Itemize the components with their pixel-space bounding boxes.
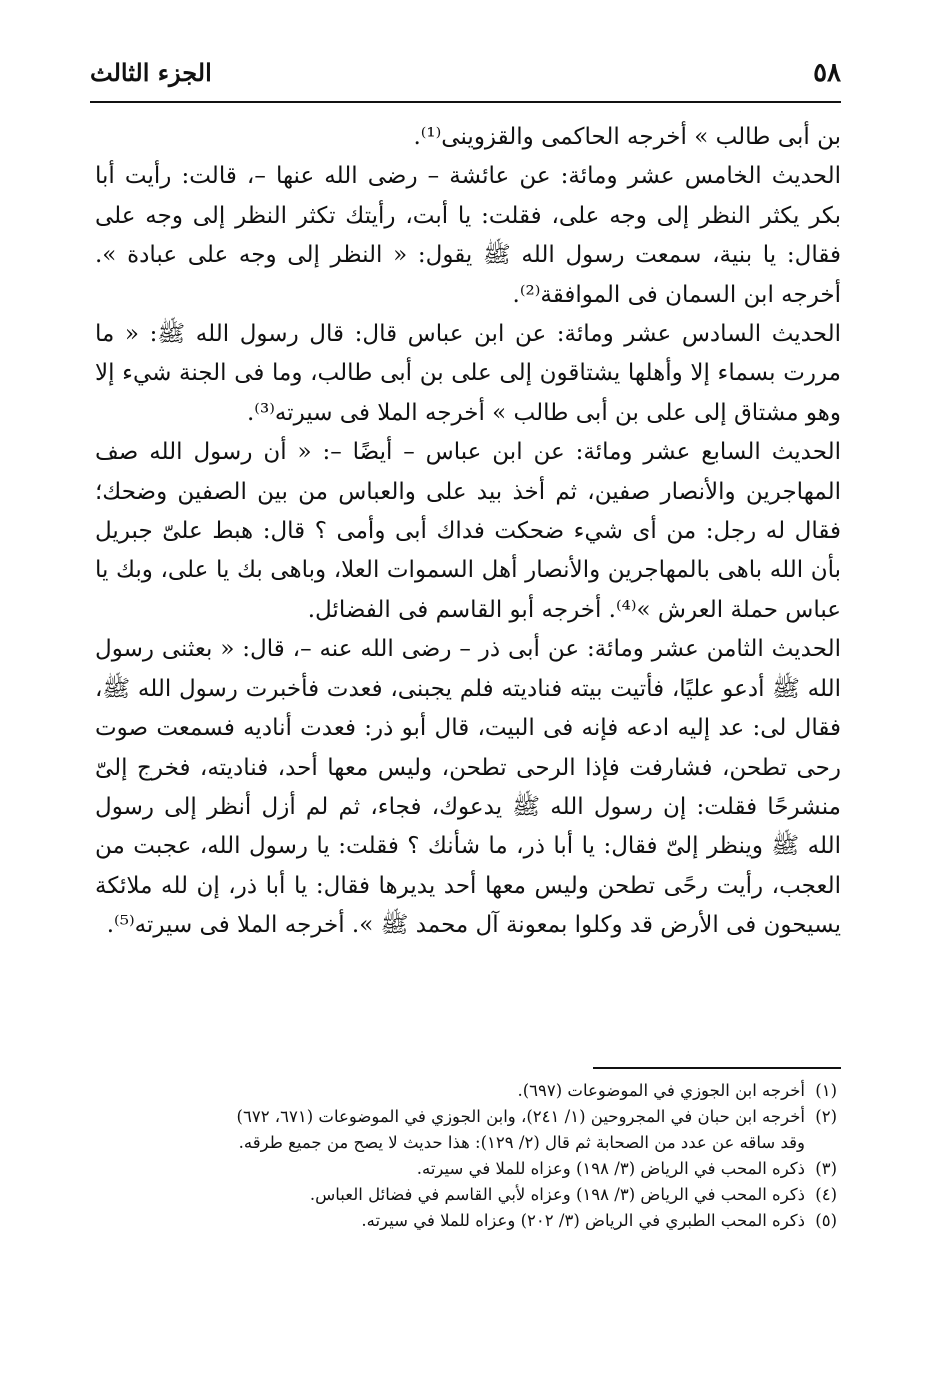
footnote-number: (١) (815, 1081, 837, 1100)
footnote (88, 1078, 837, 1104)
footnote-text: ذكره المحب في الرياض (٣/ ١٩٨) وعزاه للملا في سيرته. (416, 1159, 805, 1178)
footnote-number: (٤) (815, 1185, 837, 1204)
paragraph: الحديث الخامس عشر ومائة: عن عائشة – رضى الله عنها –، قالت: رأيت أبا بكر يكثر النظر إلى وجه على، فقلت: يا أبت، رأيتك تكثر النظر إلى وجه على فقال: يا بنية، سمعت رسول الله ﷺ يقول: « النظر إلى وجه على عبادة ». أخرجه ابن السمان فى الموافقة⁽²⁾. (95, 163, 841, 308)
footnote-number: (٣) (815, 1159, 837, 1178)
footnotes (88, 1078, 837, 1234)
paragraph: الحديث الثامن عشر ومائة: عن أبى ذر – رضى الله عنه –، قال: « بعثنى رسول الله ﷺ أدعو عليًا، فأتيت بيته فناديته فلم يجبنى، فعدت فأخبرت رسول الله ﷺ، فقال لى: عد إليه ادعه فإنه فى البيت، قال أبو ذر: فعدت أناديه فسمعت صوت رحى تطحن، فشارفت فإذا الرحى تطحن، وليس معها أحد، فناديته، فخرج إلىّ منشرحًا فقلت: إن رسول الله ﷺ يدعوك، فجاء، ثم لم أزل أنظر إلى رسول الله ﷺ وينظر إلىّ فقال: يا أبا ذر، ما شأنك ؟ فقلت: يا رسول الله، عجبت من العجب، رأيت رحًى تطحن وليس معها أحد يديرها فقال: يا أبا ذر، إن لله ملائكة يسيحون فى الأرض قد وكلوا بمعونة آل محمد ﷺ ». أخرجه الملا فى سيرته⁽⁵⁾. (95, 636, 841, 939)
footnote-number: (٢) (815, 1107, 837, 1126)
running-title: الجزء الثالث (90, 58, 212, 87)
paragraph: الحديث السادس عشر ومائة: عن ابن عباس قال: قال رسول الله ﷺ: « ما مررت بسماء إلا وأهلها يشتاقون إلى على بن أبى طالب، وما فى الجنة شيء إلا وهو مشتاق إلى على بن أبى طالب » أخرجه الملا فى سيرته⁽³⁾. (95, 321, 841, 426)
footnote-continuation: وقد ساقه عن عدد من الصحابة ثم قال (٢/ ١٢٩): هذا حديث لا يصح من جميع طرقه. (238, 1133, 805, 1152)
page-header (90, 58, 841, 98)
footnote-number: (٥) (815, 1211, 837, 1230)
footnote (88, 1104, 837, 1130)
footnote-text: ذكره المحب في الرياض (٣/ ١٩٨) وعزاه لأبي القاسم في فضائل العباس. (309, 1185, 805, 1204)
main-text (95, 118, 841, 946)
page-number: ٥٨ (813, 58, 841, 88)
footnote (88, 1208, 837, 1234)
footnote-text: أخرجه ابن الجوزي في الموضوعات (٦٩٧). (517, 1081, 805, 1100)
footnote-text: أخرجه ابن حبان في المجروحين (١/ ٢٤١)، وابن الجوزي في الموضوعات (٦٧١، ٦٧٢) (236, 1107, 805, 1126)
footnote (88, 1156, 837, 1182)
footnote-divider (593, 1067, 841, 1069)
footnote (88, 1182, 837, 1208)
paragraph: بن أبى طالب » أخرجه الحاكمى والقزوينى⁽¹⁾. (413, 124, 841, 150)
header-divider (90, 101, 841, 103)
footnote-text: ذكره المحب الطبري في الرياض (٣/ ٢٠٢) وعزاه للملا في سيرته. (361, 1211, 805, 1230)
paragraph: الحديث السابع عشر ومائة: عن ابن عباس – أيضًا –: « أن رسول الله صف المهاجرين والأنصار صفين، ثم أخذ بيد على والعباس من بين الصفين وضحك؛ فقال له رجل: من أى شيء ضحكت فداك أبى وأمى ؟ قال: هبط علىّ جبريل بأن الله باهى بالمهاجرين والأنصار أهل السموات العلا، وباهى بك يا على، وبك يا عباس حملة العرش »⁽⁴⁾. أخرجه أبو القاسم فى الفضائل. (95, 439, 841, 623)
